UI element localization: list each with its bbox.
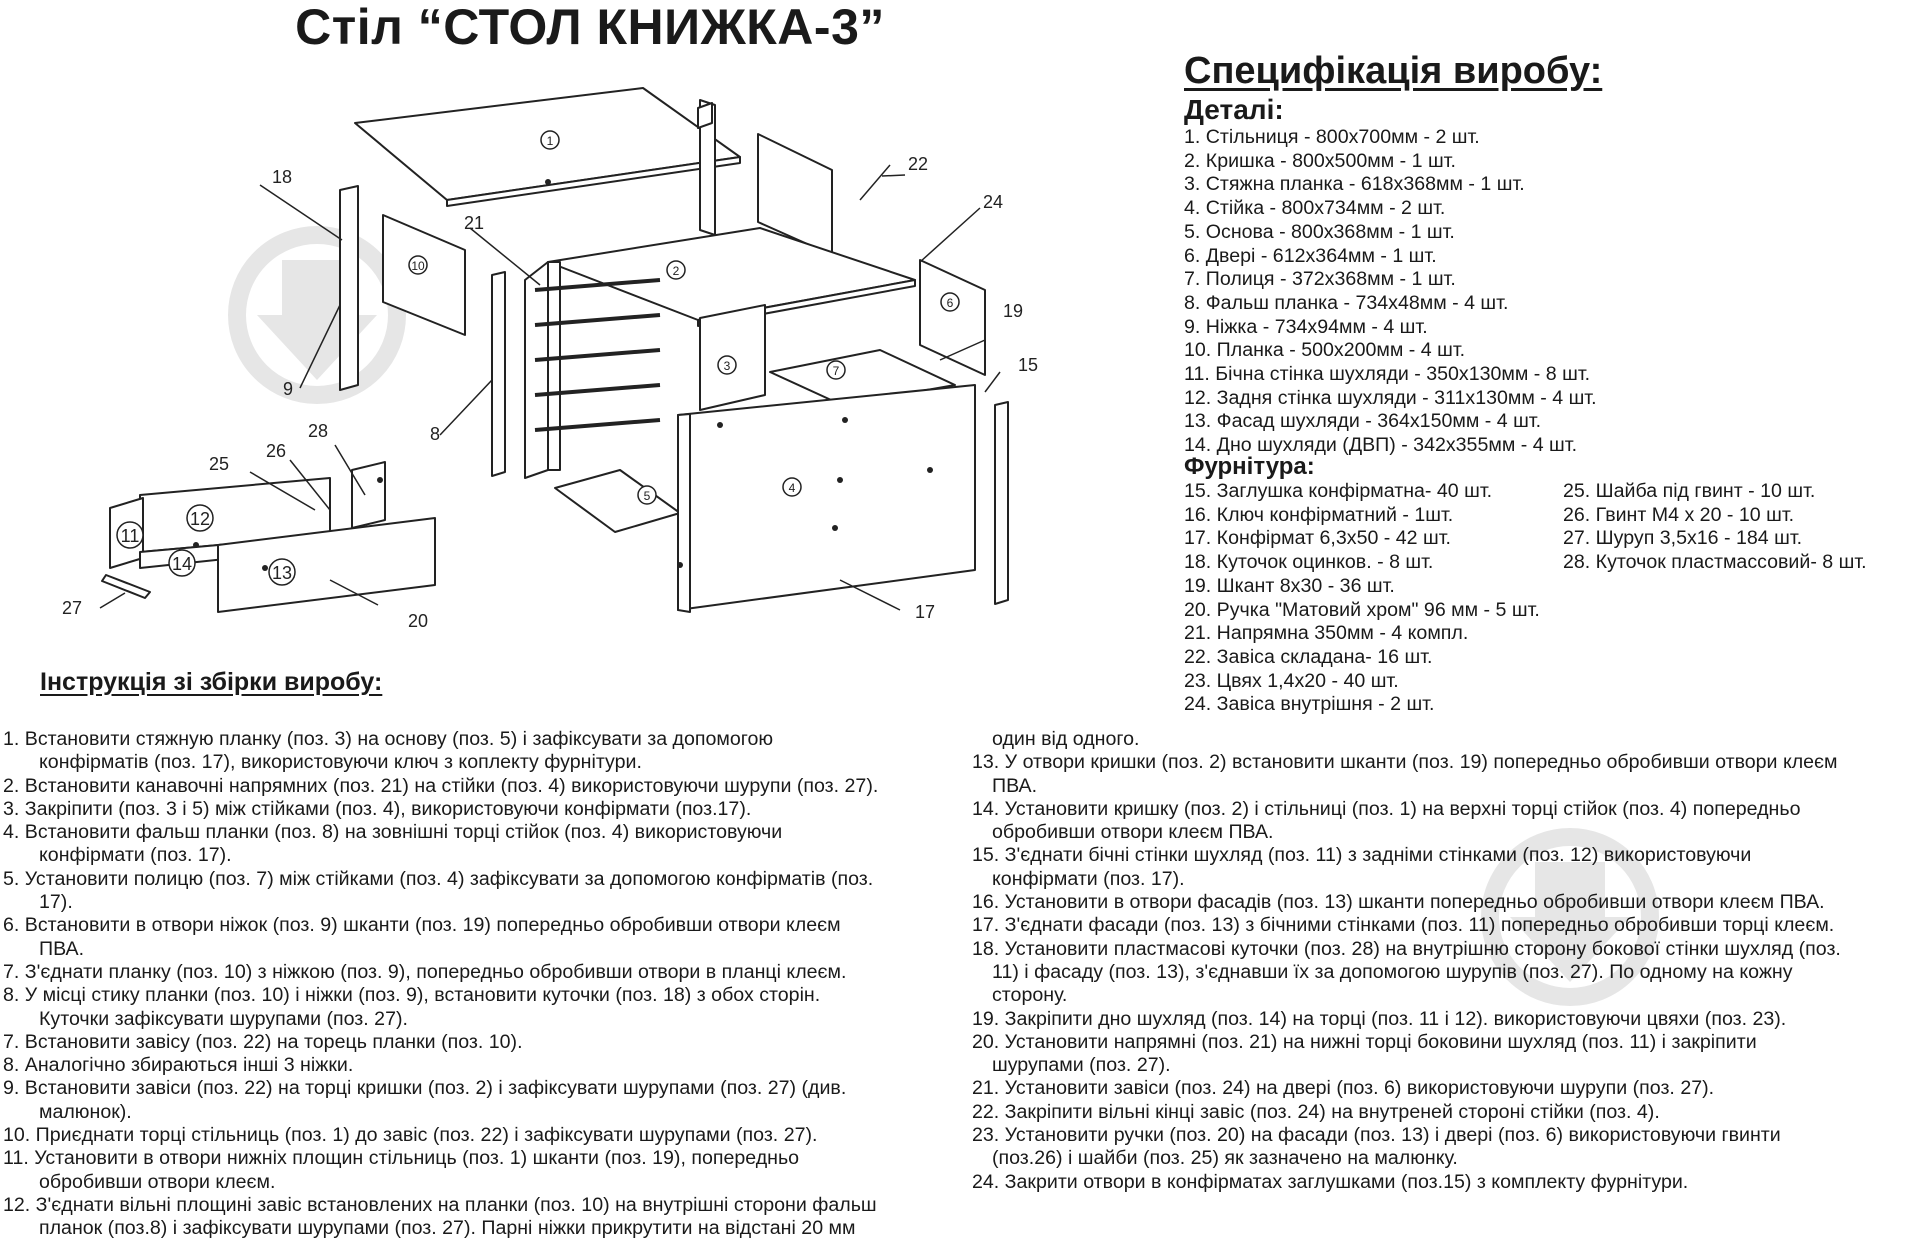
list-item: 7. Полиця - 372х368мм - 1 шт.	[1184, 268, 1456, 291]
list-item: 10. Планка - 500х200мм - 4 шт.	[1184, 339, 1466, 362]
part-plank	[383, 215, 465, 335]
list-item: 11. Бічна стінка шухляди - 350х130мм - 8 шт.	[1184, 363, 1591, 386]
list-item: 18. Куточок оцинков. - 8 шт.	[1184, 551, 1434, 574]
instruction-line: 15. З'єднати бічні стінки шухляд (поз. 11) з задніми стінками (поз. 12) використовуючи	[972, 844, 1752, 867]
instruction-line: 18. Установити пластмасові куточки (поз. 28) на внутрішню сторону бокової стінки шухляд (поз.	[972, 937, 1841, 960]
instruction-line: 4. Встановити фальш планки (поз. 8) на зовнішні торці стійок (поз. 4) використовуючи	[3, 821, 783, 844]
instruction-line: 14. Установити кришку (поз. 2) і стільниці (поз. 1) на верхні торці стійок (поз. 4) попередньо	[972, 797, 1801, 820]
instruction-line: 2. Встановити канавочні напрямних (поз. 21) на стійки (поз. 4) використовуючи шурупи (поз. 27).	[3, 774, 879, 797]
instruction-line: 13. У отвори кришки (поз. 2) встановити шканти (поз. 19) попередньо обробивши отвори клеєм	[972, 751, 1838, 774]
list-item: 25. Шайба під гвинт - 10 шт.	[1563, 480, 1816, 502]
instruction-line: 3. Закріпити (поз. 3 і 5) між стійками (поз. 4), використовуючи конфірмати (поз.17).	[3, 797, 752, 820]
instruction-line: 17).	[39, 891, 73, 914]
list-item: 20. Ручка "Матовий хром" 96 мм - 5 шт.	[1184, 598, 1540, 621]
instruction-line: 11. Установити в отвори нижніх площин стільниць (поз. 1) шканти (поз. 19), попередньо	[3, 1147, 800, 1170]
list-item: 8. Фальш планка - 734х48мм - 4 шт.	[1184, 291, 1509, 314]
instruction-line: 24. Закрити отвори в конфірматах заглушками (поз.15) з комплекту фурнітури.	[972, 1170, 1689, 1193]
fittings-heading: Фурнітура:	[1184, 453, 1315, 480]
list-item: 23. Цвях 1,4х20 - 40 шт.	[1184, 669, 1399, 692]
label-25: 25	[208, 454, 230, 474]
label-10: 10	[411, 259, 425, 273]
label-19: 19	[1002, 301, 1024, 321]
label-22: 22	[907, 154, 929, 174]
instruction-line: 12. З'єднати вільні площині завіс встановлених на планки (поз. 10) на внутрішні сторони фальш	[3, 1193, 877, 1216]
instruction-line: конфірматів (поз. 17), використовуючи ключ з коплекту фурнітури.	[39, 751, 642, 774]
part-door	[920, 260, 985, 375]
instruction-line: один від одного.	[992, 728, 1140, 750]
instruction-line: 8. Аналогічно збираються інші 3 ніжки.	[3, 1054, 354, 1077]
details-list	[1184, 126, 1597, 458]
instruction-line: ПВА.	[992, 774, 1038, 797]
instruction-line: 19. Закріпити дно шухляд (поз. 14) на торці (поз. 11 і 12). використовуючи цвяхи (поз. 23).	[972, 1007, 1787, 1030]
label-17: 17	[914, 602, 936, 622]
list-item: 9. Ніжка - 734х94мм - 4 шт.	[1184, 315, 1428, 338]
instruction-line: конфірмати (поз. 17).	[992, 867, 1185, 890]
label-28: 28	[307, 421, 329, 441]
instruction-line: 7. Встановити завісу (поз. 22) на торець планки (поз. 10).	[3, 1030, 523, 1053]
instruction-line: 21. Установити завіси (поз. 24) на двері (поз. 6) використовуючи шурупи (поз. 27).	[972, 1077, 1715, 1100]
instruction-line: конфірмати (поз. 17).	[39, 844, 232, 867]
list-item: 27. Шуруп 3,5х16 - 184 шт.	[1563, 527, 1803, 550]
instructions-heading: Інструкція зі збірки виробу:	[40, 668, 383, 696]
instruction-line: 6. Встановити в отвори ніжок (поз. 9) шканти (поз. 19) попередньо обробивши отвори клеєм	[3, 914, 841, 937]
label-5: 5	[643, 489, 651, 503]
list-item: 2. Кришка - 800х500мм - 1 шт.	[1184, 149, 1456, 172]
instruction-line: обробивши отвори клеєм ПВА.	[992, 821, 1274, 844]
assembly-diagram	[0, 0, 1180, 660]
spec-heading: Специфікація виробу:	[1184, 50, 1603, 92]
list-item: 22. Завіса складана- 16 шт.	[1184, 645, 1433, 668]
label-12: 12	[189, 509, 211, 529]
instruction-line: сторону.	[992, 984, 1068, 1007]
page-title: Стіл “СТОЛ КНИЖКА-3”	[295, 0, 885, 55]
label-9: 9	[282, 379, 294, 399]
fittings-list	[1184, 480, 1540, 717]
instruction-line: 22. Закріпити вільні кінці завіс (поз. 24) на внутреней стороні стійки (поз. 4).	[972, 1100, 1660, 1123]
label-8: 8	[429, 424, 441, 444]
fittings-list-extra	[1563, 480, 1867, 575]
list-item: 15. Заглушка конфірматна- 40 шт.	[1184, 480, 1493, 502]
label-21: 21	[463, 213, 485, 233]
list-item: 3. Стяжна планка - 618х368мм - 1 шт.	[1184, 173, 1525, 196]
label-27: 27	[61, 598, 83, 618]
part-base	[555, 470, 680, 532]
instruction-line: 5. Установити полицю (поз. 7) між стійками (поз. 4) зафіксувати за допомогою конфірматів (поз.	[3, 867, 874, 890]
instructions-column-right	[972, 728, 1841, 1194]
label-13: 13	[271, 563, 293, 583]
list-item: 1. Стільниця - 800х700мм - 2 шт.	[1184, 126, 1480, 148]
list-item: 5. Основа - 800х368мм - 1 шт.	[1184, 220, 1455, 243]
list-item: 26. Гвинт М4 х 20 - 10 шт.	[1563, 503, 1795, 526]
instruction-line: 17. З'єднати фасади (поз. 13) з бічними стінками (поз. 11) попередньо обробивши торці клеєм.	[972, 914, 1835, 937]
instruction-line: шурупами (поз. 27).	[992, 1054, 1171, 1077]
list-item: 21. Напрямна 350мм - 4 компл.	[1184, 622, 1469, 645]
list-item: 6. Двері - 612х364мм - 1 шт.	[1184, 244, 1437, 267]
part-cover	[548, 228, 915, 320]
label-3: 3	[723, 359, 731, 373]
part-leg	[340, 186, 358, 390]
instructions-column-left	[3, 728, 878, 1241]
instruction-line: 11) і фасаду (поз. 13), з'єднавши їх за допомогою шурупів (поз. 27). По одному на кожну	[992, 960, 1793, 983]
list-item: 28. Куточок пластмассовий- 8 шт.	[1563, 551, 1867, 574]
list-item: 17. Конфірмат 6,3х50 - 42 шт.	[1184, 527, 1451, 550]
label-18: 18	[271, 167, 293, 187]
details-heading: Деталі:	[1184, 94, 1284, 125]
instruction-line: малюнок).	[39, 1100, 132, 1123]
part-stand-front	[678, 385, 975, 610]
instruction-line: 9. Встановити завіси (поз. 22) на торці кришки (поз. 2) і зафіксувати шурупами (поз. 27) (див.	[3, 1077, 847, 1100]
instruction-line: 10. Приєднати торці стільниць (поз. 1) до завіс (поз. 22) і зафіксувати шурупами (поз. 27).	[3, 1124, 818, 1147]
label-14: 14	[171, 554, 193, 574]
label-2: 2	[672, 264, 680, 278]
instruction-line: Куточки зафіксувати шурупами (поз. 27).	[39, 1007, 408, 1030]
list-item: 12. Задня стінка шухляди - 311х130мм - 4 шт.	[1184, 386, 1597, 409]
label-1: 1	[546, 134, 554, 148]
list-item: 4. Стійка - 800х734мм - 2 шт.	[1184, 197, 1446, 220]
list-item: 16. Ключ конфірматний - 1шт.	[1184, 503, 1454, 526]
label-26: 26	[265, 441, 287, 461]
label-4: 4	[788, 481, 796, 495]
instruction-line: ПВА.	[39, 937, 85, 960]
label-6: 6	[946, 296, 954, 310]
instruction-line: планок (поз.8) і зафіксувати шурупами (поз. 27). Парні ніжки прикрутити на відстані 20 мм	[39, 1217, 856, 1240]
label-15: 15	[1017, 355, 1039, 375]
instruction-line: 8. У місці стику планки (поз. 10) і ніжки (поз. 9), встановити куточки (поз. 18) з обох сторін.	[3, 984, 821, 1007]
label-24: 24	[982, 192, 1004, 212]
instruction-line: 16. Установити в отвори фасадів (поз. 13) шканти попередньо обробивши отвори клеєм ПВА.	[972, 891, 1825, 914]
instruction-line: 7. З'єднати планку (поз. 10) з ніжкою (поз. 9), попередньо обробивши отвори в планці клеєм.	[3, 960, 847, 983]
label-7: 7	[832, 364, 840, 378]
instruction-line: 23. Установити ручки (поз. 20) на фасади (поз. 13) і двері (поз. 6) використовуючи гвинти	[972, 1124, 1781, 1147]
instruction-line: (поз.26) і шайби (поз. 25) як зазначено на малюнку.	[992, 1147, 1458, 1170]
instruction-line: обробивши отвори клеєм.	[39, 1170, 276, 1193]
instruction-line: 20. Установити напрямні (поз. 21) на нижні торці боковини шухляд (поз. 11) і закріпити	[972, 1030, 1757, 1053]
label-20: 20	[407, 611, 429, 631]
part-stand-left	[525, 262, 548, 478]
list-item: 14. Дно шухляди (ДВП) - 342х355мм - 4 шт.	[1184, 434, 1578, 457]
label-11: 11	[120, 526, 140, 546]
part-false-plank	[492, 272, 505, 476]
instruction-line: 1. Встановити стяжную планку (поз. 3) на основу (поз. 5) і зафіксувати за допомогою	[3, 728, 774, 750]
list-item: 13. Фасад шухляди - 364х150мм - 4 шт.	[1184, 410, 1542, 433]
list-item: 24. Завіса внутрішня - 2 шт.	[1184, 693, 1435, 716]
list-item: 19. Шкант 8х30 - 36 шт.	[1184, 574, 1395, 597]
